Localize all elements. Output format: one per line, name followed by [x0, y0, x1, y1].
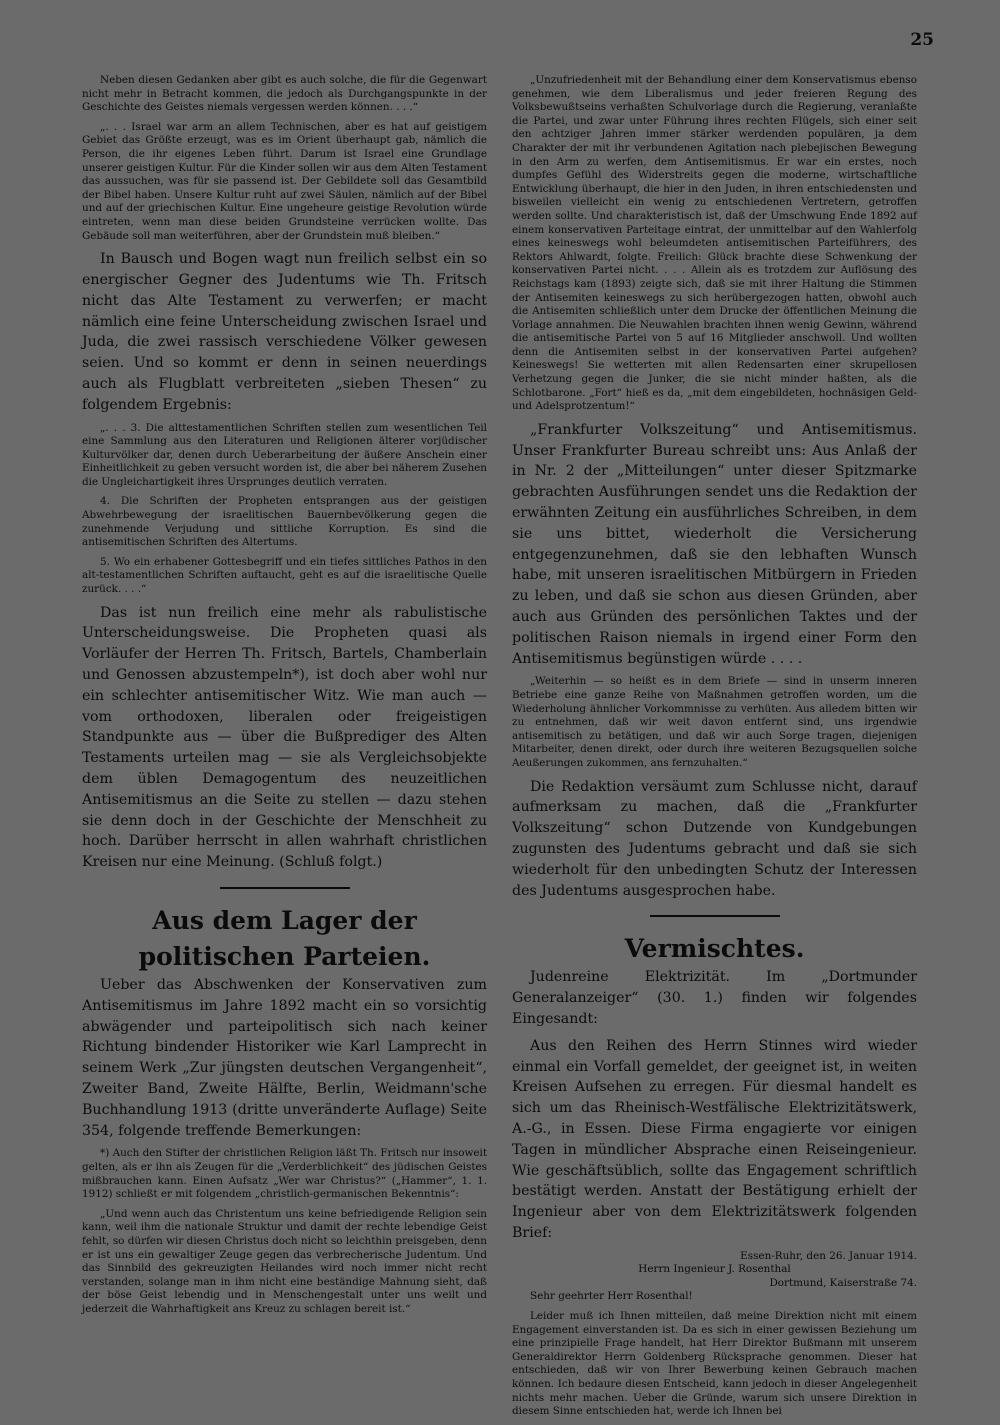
paragraph: „. . . 3. Die alttestamentlichen Schriften stellen zum wesentlichen Teil eine Sammlung aus den Literaturen und Religionen älterer vorjüdischer Kulturvölker dar, denen durch Ueberarbeitung der äußere Anschein einer Einheitlichkeit zu geben versucht worden ist, die aber bei näherem Zusehen die Ungleichartigkeit ihres Ursprunges deutlich verraten. [82, 421, 487, 488]
paragraph: „Frankfurter Volkszeitung“ und Antisemitismus. Unser Frankfurter Bureau schreibt uns: Aus Anlaß der in Nr. 2 der „Mitteilungen“ unter dieser Spitzmarke gebrachten Ausführungen sendet uns die Redaktion der erwähnten Zeitung ein ausführliches Schreiben, in dem sie uns bittet, wiederholt die Versicherung entgegenzunehmen, daß sie den lebhaften Wunsch habe, mit unseren israelitischen Mitbürgern in Frieden zu leben, und daß sie schon aus diesen Gründen, aber auch aus Gründen des persönlichen Taktes und der politischen Raison niemals in irgend einer Form den Antisemitismus begünstigen würde . . . . [512, 421, 917, 667]
right-top-text [512, 74, 917, 901]
paragraph: „. . . Israel war arm an allem Technischen, aber es hat auf geistigem Gebiet das Größte erzeugt, was es im Orient überhaupt gab, nämlich die Person, die ihr eigenes Leben führt. Darum ist Israel eine Grundlage unserer geistigen Kultur. Für die Kinder sollen wir aus dem Alten Testament das aussuchen, was für sie passend ist. Der Gebildete soll das Gesamtbild der Bibel haben. Unsere Kultur ruht auf zwei Säulen, nämlich auf der Bibel und auf der griechischen Kultur. Eine ungeheure geistige Revolution würde eintreten, wenn man diese beiden Grundsteine verrücken wollte. Das Gebäude soll man weiterführen, aber der Grundstein muß bleiben.“ [82, 120, 487, 242]
paragraph: Das ist nun freilich eine mehr als rabulistische Unterscheidungsweise. Die Propheten quasi als Vorläufer der Herren Th. Fritsch, Bartels, Chamberlain und Genossen abzustempeln*), ist doch aber wohl nur ein schlechter antisemitischer Witz. Wie man auch — vom orthodoxen, liberalen oder freigeistigen Standpunkte aus — über die Bußprediger des Alten Testaments urteilen mag — sie als Vergleichsobjekte dem üblen Demagogentum des neuzeitlichen Antisemitismus an die Seite zu stellen — dazu stehen sie denn doch in der Geschichte der Menschheit zu hoch. Darüber herrscht in allen wahrhaft christlichen Kreisen nur eine Meinung. (Schluß folgt.) [82, 604, 487, 871]
letter-header [512, 1250, 917, 1291]
paragraph: 4. Die Schriften der Propheten entsprangen aus der geistigen Abwehrbewegung der israelitischen Bauernbevölkerung gegen die zunehmende Verjudung und sittliche Korruption. Es sind die antisemitischen Schriften des Altertums. [82, 495, 487, 549]
letter-salutation: Sehr geehrter Herr Rosenthal! [530, 1290, 693, 1303]
paragraph: Aus den Reihen des Herrn Stinnes wird wieder einmal ein Vorfall gemeldet, der geeignet ist, in weiten Kreisen Aufsehen zu erregen. Für diesmal handelt es sich um das Rheinisch-Westfälische Elektrizitätswerk, A.-G., in Essen. Diese Firma engagierte vor einigen Tagen in mündlicher Absprache einen Reiseingenieur. Wie geschäftsüblich, sollte das Engagement schriftlich bestätigt werden. Anstatt der Bestätigung erhielt der Ingenieur aber von dem Elektrizitätswerk folgenden Brief: [512, 1037, 917, 1241]
section-divider [650, 915, 780, 917]
paragraph: Ueber das Abschwenken der Konservativen zum Antisemitismus im Jahre 1892 macht ein so vorsichtig abwägender und parteipolitisch sich nach keiner Richtung bindender Historiker wie Karl Lamprecht in seinem Werk „Zur jüngsten deutschen Vergangenheit“, Zweiter Band, Zweite Hälfte, Berlin, Weidmann'sche Buchhandlung 1913 (dritte unveränderte Auflage) Seite 354, folgende treffende Bemerkungen: [82, 976, 487, 1139]
letter-address-street: Dortmund, Kaiserstraße 74. [769, 1276, 917, 1289]
left-column [82, 74, 487, 1322]
right-column [512, 74, 917, 1425]
left-top-text [82, 74, 487, 873]
paragraph: In Bausch und Bogen wagt nun freilich selbst ein so energischer Gegner des Judentums wie Th. Fritsch nicht das Alte Testament zu verwerfen; er macht nämlich eine feine Unterscheidung zwischen Israel und Juda, die zwei rassisch verschiedene Völker gewesen seien. Und so kommt er denn in seinen neuerdings auch als Flugblatt verbreiteten „sieben Thesen“ zu folgendem Ergebnis: [82, 251, 487, 413]
letter-address-name: Herrn Ingenieur J. Rosenthal [638, 1263, 791, 1276]
section-divider [220, 887, 350, 889]
right-section-text [512, 967, 917, 1418]
page-number: 25 [910, 30, 934, 50]
paragraph: Die Redaktion versäumt zum Schlusse nicht, darauf aufmerksam zu machen, daß die „Frankfurter Volkszeitung“ schon Dutzende von Kundgebungen zugunsten des Judentums gebracht und daß sie sich wiederholt für den unbedingten Schutz der Interessen des Judentums ausgesprochen habe. [512, 778, 917, 899]
paragraph: „Weiterhin — so heißt es in dem Briefe — sind in unserm inneren Betriebe eine ganze Reihe von Maßnahmen getroffen worden, um die Wiederholung ähnlicher Vorkommnisse zu verhüten. Aus alledem bitten wir zu entnehmen, daß wir weit davon entfernt sind, uns irgendwie antisemitisch zu betätigen, und daß wir auch Sorge tragen, diejenigen Mitarbeiter, denen direkt, oder durch ihre weiteren Bezugsquellen solche Aeußerungen zukommen, ans fernzuhalten.“ [512, 675, 917, 769]
paragraph: Judenreine Elektrizität. Im „Dortmunder Generalanzeiger“ (30. 1.) finden wir folgendes Eingesandt: [512, 969, 917, 1027]
paragraph: „Unzufriedenheit mit der Behandlung einer dem Konservatismus ebenso genehmen, wie dem Liberalismus und jeder freieren Regung des Volksbewußtseins verhaßten Schulvorlage durch die Regierung, veranlaßte die Partei, und zwar unter Führung ihres rechten Flügels, sich einer seit den achtziger Jahren immer stärker werdenden populären, ja dem Charakter der mit ihr verbundenen Agitation nach plebejischen Bewegung in den Arm zu werfen, dem Antisemitismus. Er war ein erstes, noch dumpfes Gefühl des Widerstreits gegen die moderne, wirtschaftliche Entwicklung überhaupt, die hier in den Juden, in ihren entschiedensten und bisweilen vielleicht ein wenig zu entschiedenen Vertretern, getroffen werden sollte. Und charakteristisch ist, daß der Umschwung Ende 1892 auf einem konservativen Parteitage eintrat, der unmittelbar auf den Wahlerfolg eines keineswegs wohl beleumdeten antisemitischen Parteiführers, des Rektors Ahlwardt, folgte. Freilich: Glück brachte diese Schwenkung der konservativen Partei nicht. . . . Allein als es trotzdem zur Auflösung des Reichstags kam (1893) zeigte sich, daß sie mit ihrer Haltung die Stimmen der Antisemiten keineswegs zu sich herübergezogen hatten, obwohl auch die Antisemiten schließlich unter dem Drucke der öffentlichen Meinung die Vorlage annahmen. Die Neuwahlen brachten ihnen wenig Gewinn, während die antisemitische Partei von 5 auf 16 Mitglieder anschwoll. Und wollten denn die Antisemiten selbst in der konservativen Partei aufgehen? Keineswegs! Sie wetterten mit allen Redensarten einer skrupellosen Verhetzung gegen die Junker, die sie nicht minder haßten, als die Schlotbarone. „Fort“ hieß es da, „mit dem eingebildeten, hochnäsigen Geld- und Adelsprotzentum!“ [512, 74, 917, 413]
letter-body: Leider muß ich Ihnen mitteilen, daß meine Direktion nicht mit einem Engagement einverstanden ist. Da es sich in einer gewissen Beziehung um eine prinzipielle Frage handelt, hat Herr Direktor Bußmann mit unserem Generaldirektor Herrn Goldenberg Rücksprache genommen. Dieser hat entschieden, daß wir von Ihrer Bewerbung keinen Gebrauch machen können. Ich bedaure diesen Entscheid, kann jedoch in dieser Angelegenheit nichts mehr machen. Ueber die Gründe, warum sich unsere Direktion in diesem Sinne entschieden hat, werde ich Ihnen bei [512, 1310, 917, 1418]
paragraph: 5. Wo ein erhabener Gottesbegriff und ein tiefes sittliches Pathos in den alt-testamentlichen Schriften auftaucht, geht es auf die israelitische Quelle zurück. . . .“ [82, 555, 487, 596]
section-heading: Vermischtes. [624, 934, 805, 964]
footnote: *) Auch den Stifter der christlichen Religion läßt Th. Fritsch nur insoweit gelten, als er ihn als Zeugen für die „Verderblichkeit“ des jüdischen Geistes mißbrauchen kann. Einen Aufsatz „Wer war Christus?“ („Hammer“, 1. 1. 1912) schließt er mit folgendem „christlich-germanischen Bekenntnis“: [82, 1147, 487, 1201]
footnote: „Und wenn auch das Christentum uns keine befriedigende Religion sein kann, weil ihm die nationale Struktur und damit der rechte lebendige Geist fehlt, so dürfen wir diesen Christus doch nicht so leichthin preisgeben, denn er ist uns ein gewaltiger Zeuge gegen das verbrecherische Judentum. Und das Sinnbild des gekreuzigten Heilandes wird noch immer nicht recht verstanden, solange man in ihm nicht eine beständige Mahnung sieht, daß der böse Geist lebendig und in Menschengestalt unter uns weilt und jederzeit die Wahrhaftigkeit ans Kreuz zu schlagen bereit ist.“ [82, 1207, 487, 1315]
paragraph: Neben diesen Gedanken aber gibt es auch solche, die für die Gegenwart nicht mehr in Betracht kommen, die jedoch als Durchgangspunkte in der Geschichte des Geistes niemals vergessen werden können. . . .“ [82, 74, 487, 114]
section-heading: Aus dem Lager der politischen Parteien. [138, 905, 431, 971]
letter-date: Essen-Ruhr, den 26. Januar 1914. [740, 1249, 917, 1262]
left-section-text [82, 975, 487, 1317]
